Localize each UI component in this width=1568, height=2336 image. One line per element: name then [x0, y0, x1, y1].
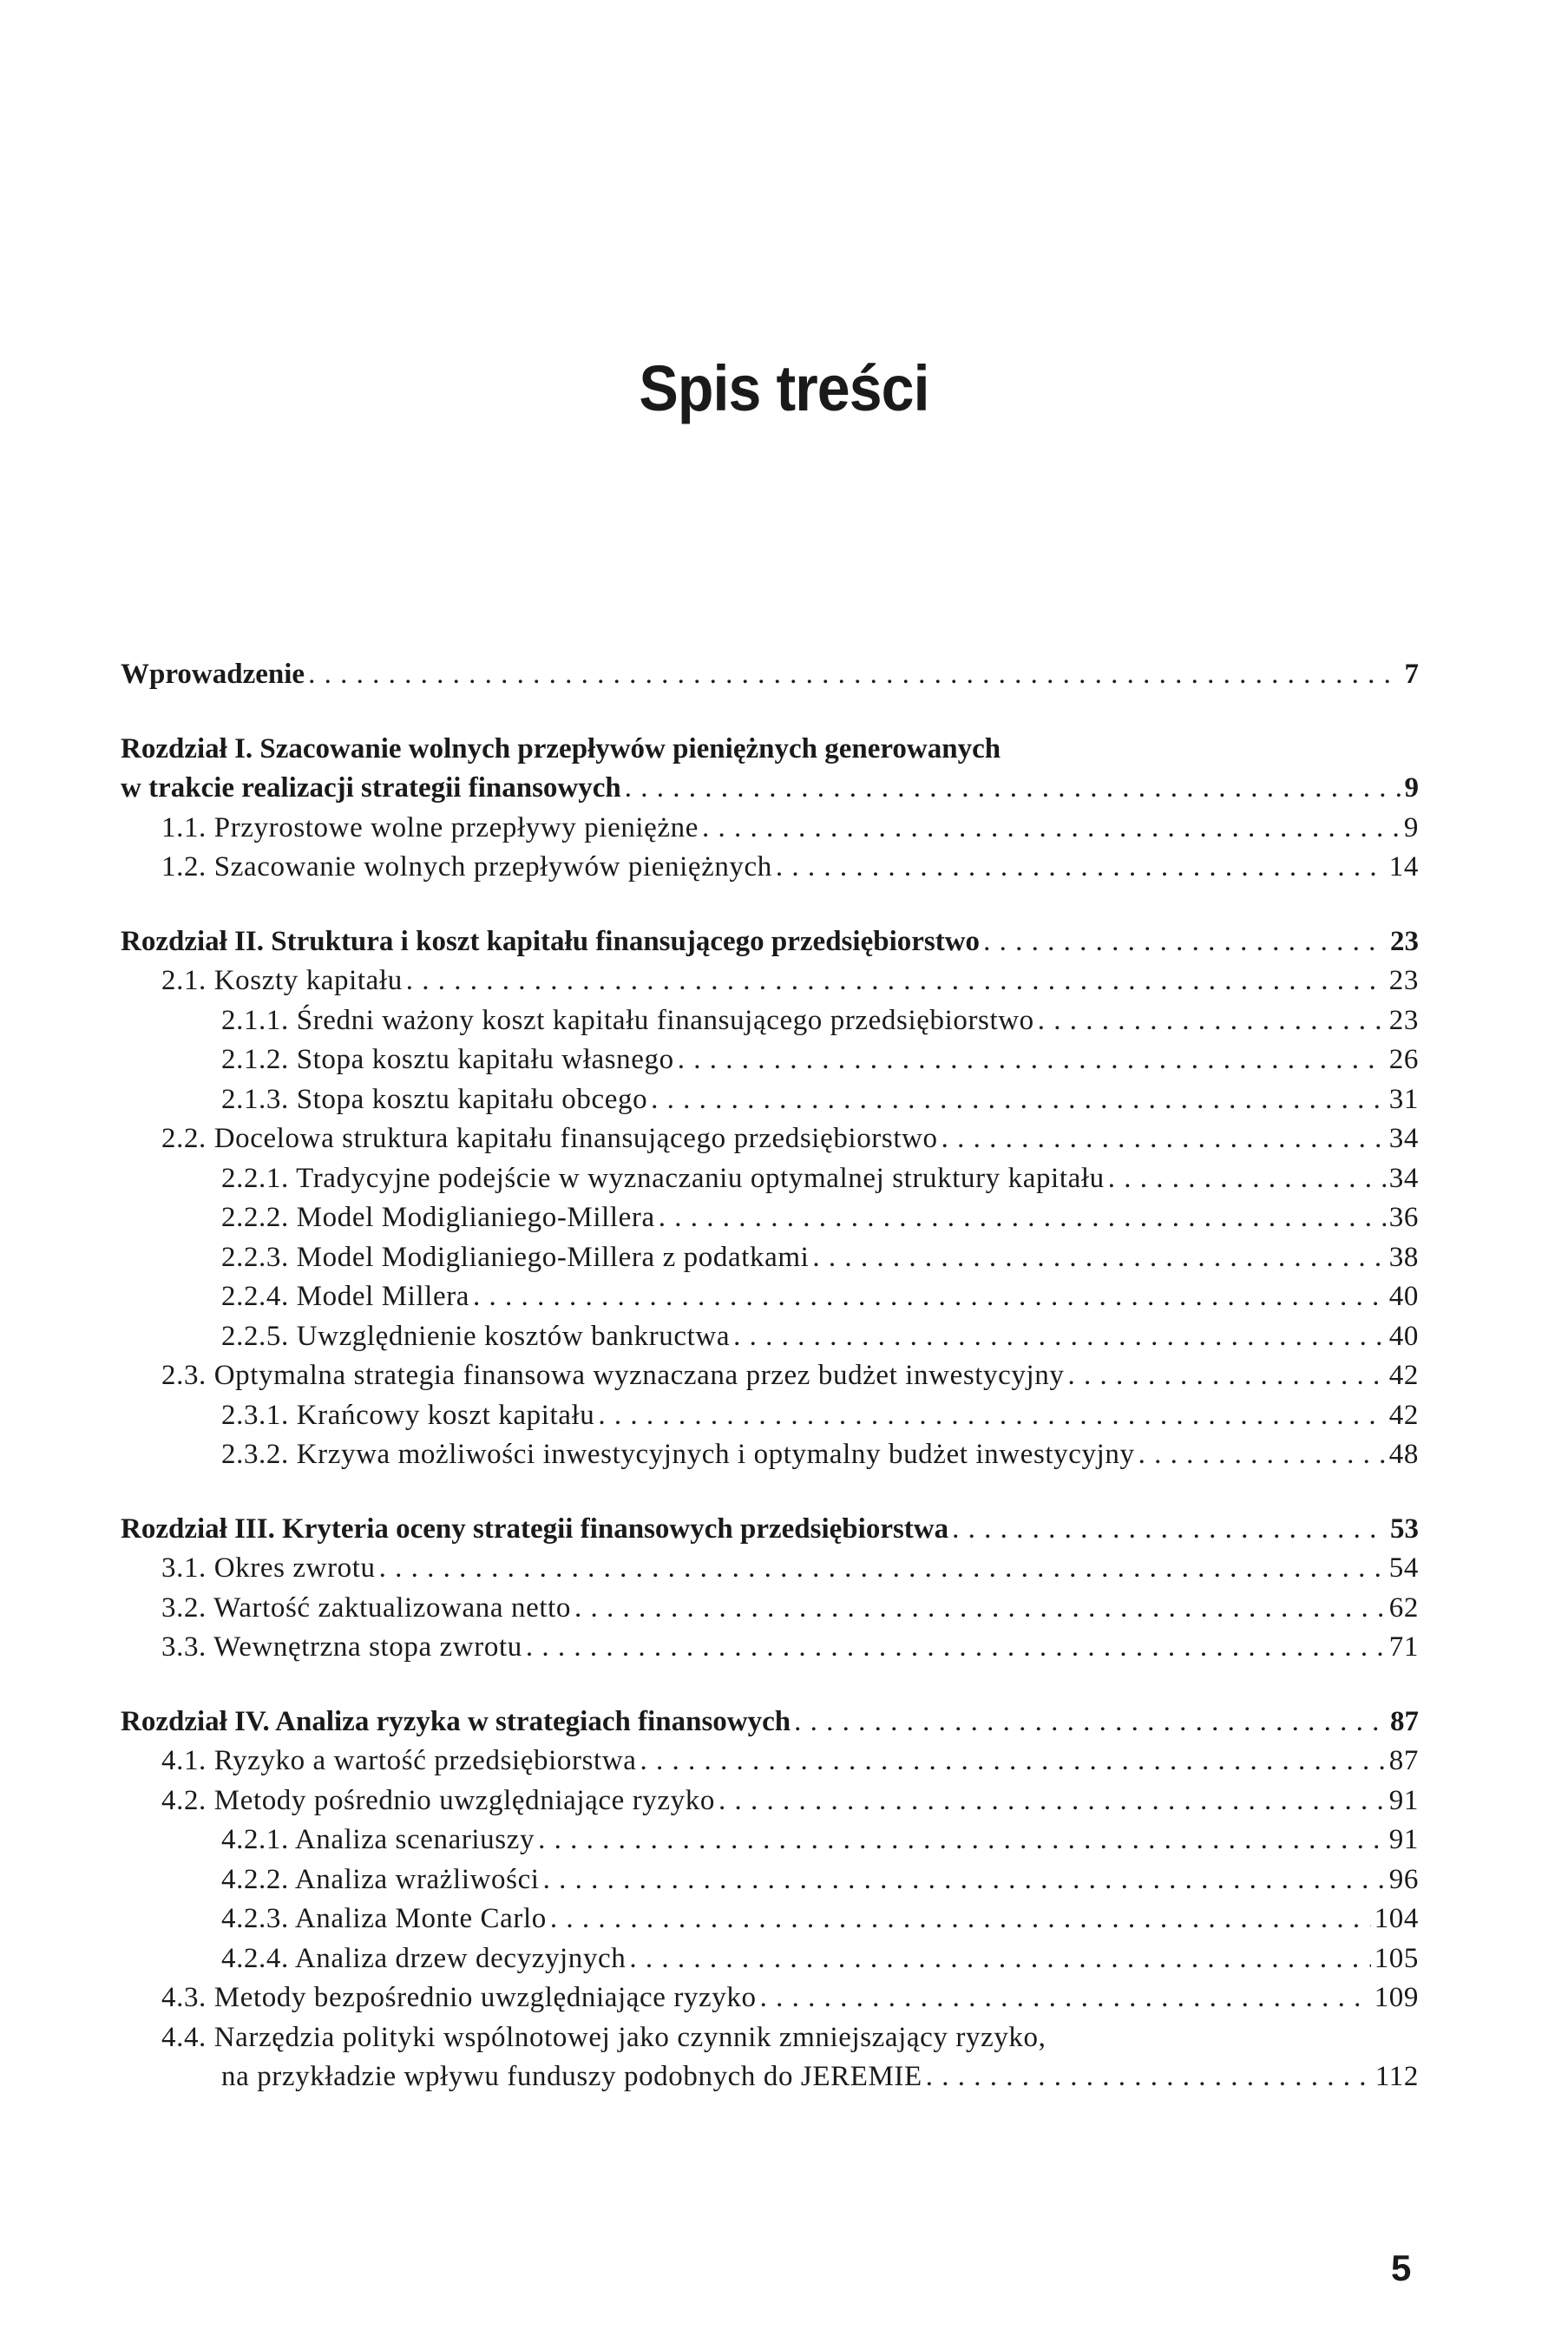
toc-entry-page: 91: [1388, 1784, 1419, 1816]
toc-chapter-entry: [121, 730, 1419, 770]
dot-leader: [308, 655, 1401, 695]
dot-leader: [625, 769, 1401, 809]
toc-entry-title: Wprowadzenie: [121, 659, 305, 690]
dot-leader: [651, 1080, 1386, 1120]
dot-leader: [629, 1939, 1370, 1979]
dot-leader: [574, 1589, 1386, 1629]
dot-leader: [733, 1317, 1386, 1357]
toc-entry: [121, 1742, 1419, 1782]
toc-entry-title: Rozdział I. Szacowanie wolnych przepływów pieniężnych generowanych: [121, 732, 1001, 764]
toc-entry: [121, 1001, 1419, 1041]
dot-leader: [952, 1510, 1387, 1550]
toc-entry: [121, 1396, 1419, 1436]
toc-entry: [121, 1628, 1419, 1668]
table-of-contents: [121, 655, 1419, 2097]
toc-entry-page: 31: [1388, 1083, 1419, 1115]
toc-chapter-entry: [121, 655, 1419, 695]
toc-entry: [121, 1119, 1419, 1159]
toc-entry-title: 2.2.5. Uwzględnienie kosztów bankructwa: [221, 1320, 731, 1352]
toc-entry: [121, 1159, 1419, 1199]
toc-entry-title: 1.2. Szacowanie wolnych przepływów pieniężnych: [161, 851, 772, 883]
toc-entry-page: 91: [1388, 1824, 1419, 1855]
dot-leader: [718, 1782, 1386, 1821]
toc-entry: [121, 1782, 1419, 1821]
toc-entry-title: 4.1. Ryzyko a wartość przedsiębiorstwa: [161, 1745, 637, 1776]
toc-entry-title: 2.3.2. Krzywa możliwości inwestycyjnych i optymalny budżet inwestycyjny: [221, 1439, 1135, 1470]
toc-entry: [121, 1198, 1419, 1238]
toc-entry-page: 40: [1388, 1320, 1419, 1352]
dot-leader: [983, 922, 1387, 962]
toc-entry-title: Rozdział II. Struktura i koszt kapitału finansującego przedsiębiorstwo: [121, 925, 981, 957]
toc-entry-page: 34: [1388, 1162, 1419, 1194]
toc-entry-title: 2.2. Docelowa struktura kapitału finansującego przedsiębiorstwo: [161, 1123, 938, 1154]
toc-entry-page: 48: [1388, 1439, 1419, 1470]
dot-leader: [640, 1742, 1386, 1782]
toc-entry-page: 62: [1388, 1591, 1419, 1624]
toc-entry-title: 3.2. Wartość zaktualizowana netto: [161, 1591, 571, 1624]
toc-entry-title: 2.2.4. Model Millera: [221, 1281, 470, 1312]
toc-entry: [121, 1860, 1419, 1900]
toc-entry-title: 3.1. Okres zwrotu: [161, 1552, 376, 1584]
toc-entry: [121, 809, 1419, 849]
toc-entry: [121, 1040, 1419, 1080]
toc-entry: [121, 1589, 1419, 1629]
dot-leader: [776, 848, 1386, 888]
toc-entry-page: 14: [1388, 851, 1419, 883]
toc-entry-title: 2.1.1. Średni ważony koszt kapitału finansującego przedsiębiorstwo: [221, 1004, 1034, 1036]
toc-entry-page: 53: [1390, 1512, 1419, 1545]
dot-leader: [702, 809, 1401, 849]
toc-entry-page: 38: [1388, 1241, 1419, 1273]
dot-leader: [550, 1900, 1371, 1939]
toc-entry-title: na przykładzie wpływu funduszy podobnych do JEREMIE: [221, 2061, 922, 2092]
toc-entry-page: 23: [1388, 965, 1419, 996]
toc-entry-title: 4.2.2. Analiza wrażliwości: [221, 1863, 540, 1895]
toc-entry-page: 40: [1388, 1281, 1419, 1312]
toc-entry-page: 34: [1388, 1123, 1419, 1154]
toc-entry: [121, 1317, 1419, 1357]
toc-entry-title: 2.3. Optymalna strategia finansowa wyznaczana przez budżet inwestycyjny: [161, 1360, 1065, 1391]
toc-entry-title: 2.3.1. Krańcowy koszt kapitału: [221, 1399, 595, 1431]
dot-leader: [538, 1821, 1386, 1860]
toc-entry: [121, 1549, 1419, 1589]
toc-entry-title: 4.2.3. Analiza Monte Carlo: [221, 1903, 547, 1934]
toc-entry-page: 23: [1390, 925, 1419, 957]
toc-entry-page: 109: [1374, 1982, 1419, 2013]
toc-entry-title: 4.4. Narzędzia polityki wspólnotowej jako czynnik zmniejszający ryzyko,: [161, 2021, 1046, 2053]
toc-entry-title: 2.2.1. Tradycyjne podejście w wyznaczaniu optymalnej struktury kapitału: [221, 1162, 1105, 1194]
toc-entry-title: 4.3. Metody bezpośrednio uwzględniające ryzyko: [161, 1982, 757, 2013]
toc-entry-title: Rozdział III. Kryteria oceny strategii finansowych przedsiębiorstwa: [121, 1512, 949, 1545]
toc-chapter-entry: [121, 922, 1419, 962]
toc-entry-page: 87: [1390, 1705, 1419, 1737]
toc-entry: [121, 1939, 1419, 1979]
toc-entry: [121, 2018, 1419, 2058]
toc-entry-title: 2.2.2. Model Modiglianiego-Millera: [221, 1202, 655, 1233]
toc-chapter-entry: [121, 1703, 1419, 1742]
toc-entry: [121, 961, 1419, 1001]
toc-entry-page: 112: [1374, 2061, 1419, 2092]
page-number: 5: [1391, 2247, 1412, 2288]
dot-leader: [812, 1238, 1385, 1278]
toc-entry-page: 23: [1388, 1004, 1419, 1036]
dot-leader: [473, 1277, 1386, 1317]
toc-entry: [121, 1277, 1419, 1317]
toc-entry-page: 96: [1388, 1863, 1419, 1895]
toc-entry-page: 71: [1388, 1631, 1419, 1663]
toc-entry-page: 105: [1374, 1942, 1419, 1974]
toc-entry-page: 26: [1388, 1044, 1419, 1075]
toc-entry-page: 87: [1388, 1745, 1419, 1776]
toc-entry: [121, 1080, 1419, 1120]
toc-chapter-entry: [121, 769, 1419, 809]
toc-entry-title: 4.2. Metody pośrednio uwzględniające ryzyko: [161, 1784, 715, 1816]
dot-leader: [1138, 1435, 1386, 1475]
toc-entry: [121, 1900, 1419, 1939]
dot-leader: [926, 2057, 1372, 2097]
toc-entry-title: 2.1. Koszty kapitału: [161, 965, 403, 996]
toc-entry-title: 1.1. Przyrostowe wolne przepływy pieniężne: [161, 811, 699, 843]
toc-entry-title: Rozdział IV. Analiza ryzyka w strategiach finansowych: [121, 1705, 791, 1737]
dot-leader: [543, 1860, 1386, 1900]
dot-leader: [1038, 1001, 1386, 1041]
toc-entry-page: 36: [1388, 1202, 1419, 1233]
dot-leader: [794, 1703, 1387, 1742]
toc-entry-page: 104: [1374, 1903, 1419, 1934]
toc-entry-page: 42: [1388, 1360, 1419, 1391]
dot-leader: [598, 1396, 1385, 1436]
toc-entry: [121, 1821, 1419, 1860]
dot-leader: [1108, 1159, 1386, 1199]
toc-entry-title: 2.1.3. Stopa kosztu kapitału obcego: [221, 1083, 648, 1115]
toc-entry: [121, 1435, 1419, 1475]
toc-entry-page: 54: [1388, 1552, 1419, 1584]
toc-entry-page: 9: [1404, 772, 1419, 804]
dot-leader: [659, 1198, 1386, 1238]
dot-leader: [678, 1040, 1386, 1080]
toc-entry: [121, 1978, 1419, 2018]
toc-chapter-entry: [121, 1510, 1419, 1550]
dot-leader: [1067, 1356, 1385, 1396]
toc-entry: [121, 2057, 1419, 2097]
page-title: Spis treści: [639, 352, 929, 424]
toc-entry-page: 7: [1404, 659, 1419, 690]
toc-entry-page: 42: [1388, 1399, 1419, 1431]
toc-entry: [121, 1356, 1419, 1396]
dot-leader: [760, 1978, 1371, 2018]
toc-entry-title: 2.2.3. Model Modiglianiego-Millera z podatkami: [221, 1241, 810, 1273]
toc-entry-title: 4.2.1. Analiza scenariuszy: [221, 1824, 535, 1855]
toc-entry-title: w trakcie realizacji strategii finansowych: [121, 772, 621, 804]
dot-leader: [941, 1119, 1386, 1159]
dot-leader: [406, 961, 1386, 1001]
toc-entry-title: 4.2.4. Analiza drzew decyzyjnych: [221, 1942, 627, 1974]
toc-entry-page: 9: [1403, 811, 1419, 843]
toc-entry-title: 2.1.2. Stopa kosztu kapitału własnego: [221, 1044, 674, 1075]
dot-leader: [379, 1549, 1386, 1589]
toc-entry: [121, 1238, 1419, 1278]
toc-entry: [121, 848, 1419, 888]
dot-leader: [526, 1628, 1386, 1668]
toc-entry-title: 3.3. Wewnętrzna stopa zwrotu: [161, 1631, 522, 1663]
